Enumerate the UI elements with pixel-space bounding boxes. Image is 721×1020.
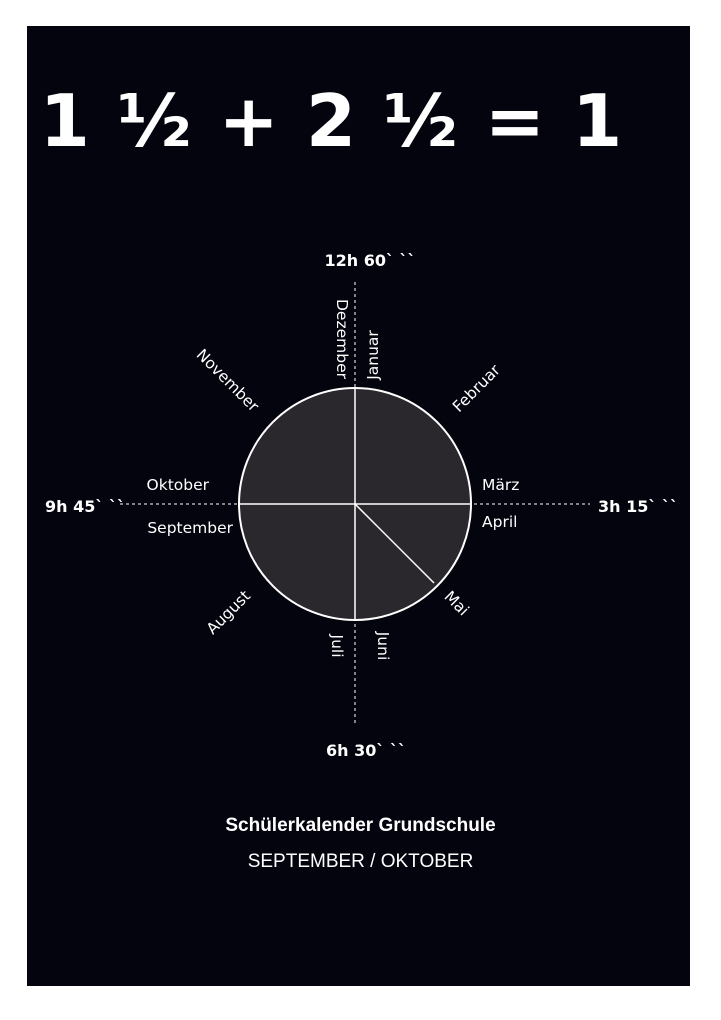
label-12h: 12h 60` `` — [324, 251, 416, 270]
month-label-september: September — [147, 519, 233, 537]
month-label-april: April — [482, 513, 518, 531]
month-label-januar: Januar — [364, 330, 382, 380]
month-label-oktober: Oktober — [146, 476, 209, 494]
label-9h: 9h 45` `` — [45, 497, 125, 516]
month-label-mai: Mai — [440, 587, 473, 620]
calendar-title: Schülerkalender Grundschule — [225, 815, 496, 836]
calendar-subtitle: SEPTEMBER / OKTOBER — [247, 851, 474, 872]
label-3h: 3h 15` `` — [598, 497, 678, 516]
month-label-november: November — [192, 345, 263, 416]
month-label-juli: Juli — [328, 634, 346, 658]
month-label-february: Februar — [449, 361, 504, 416]
month-label-juni: Juni — [374, 631, 392, 661]
month-label-dezember: Dezember — [333, 299, 351, 379]
month-label-maerz: März — [482, 476, 520, 494]
label-6h: 6h 30` `` — [326, 741, 406, 760]
equation-heading: 1 ½ + 2 ½ = 1 — [39, 79, 624, 163]
month-label-august: August — [202, 586, 255, 639]
